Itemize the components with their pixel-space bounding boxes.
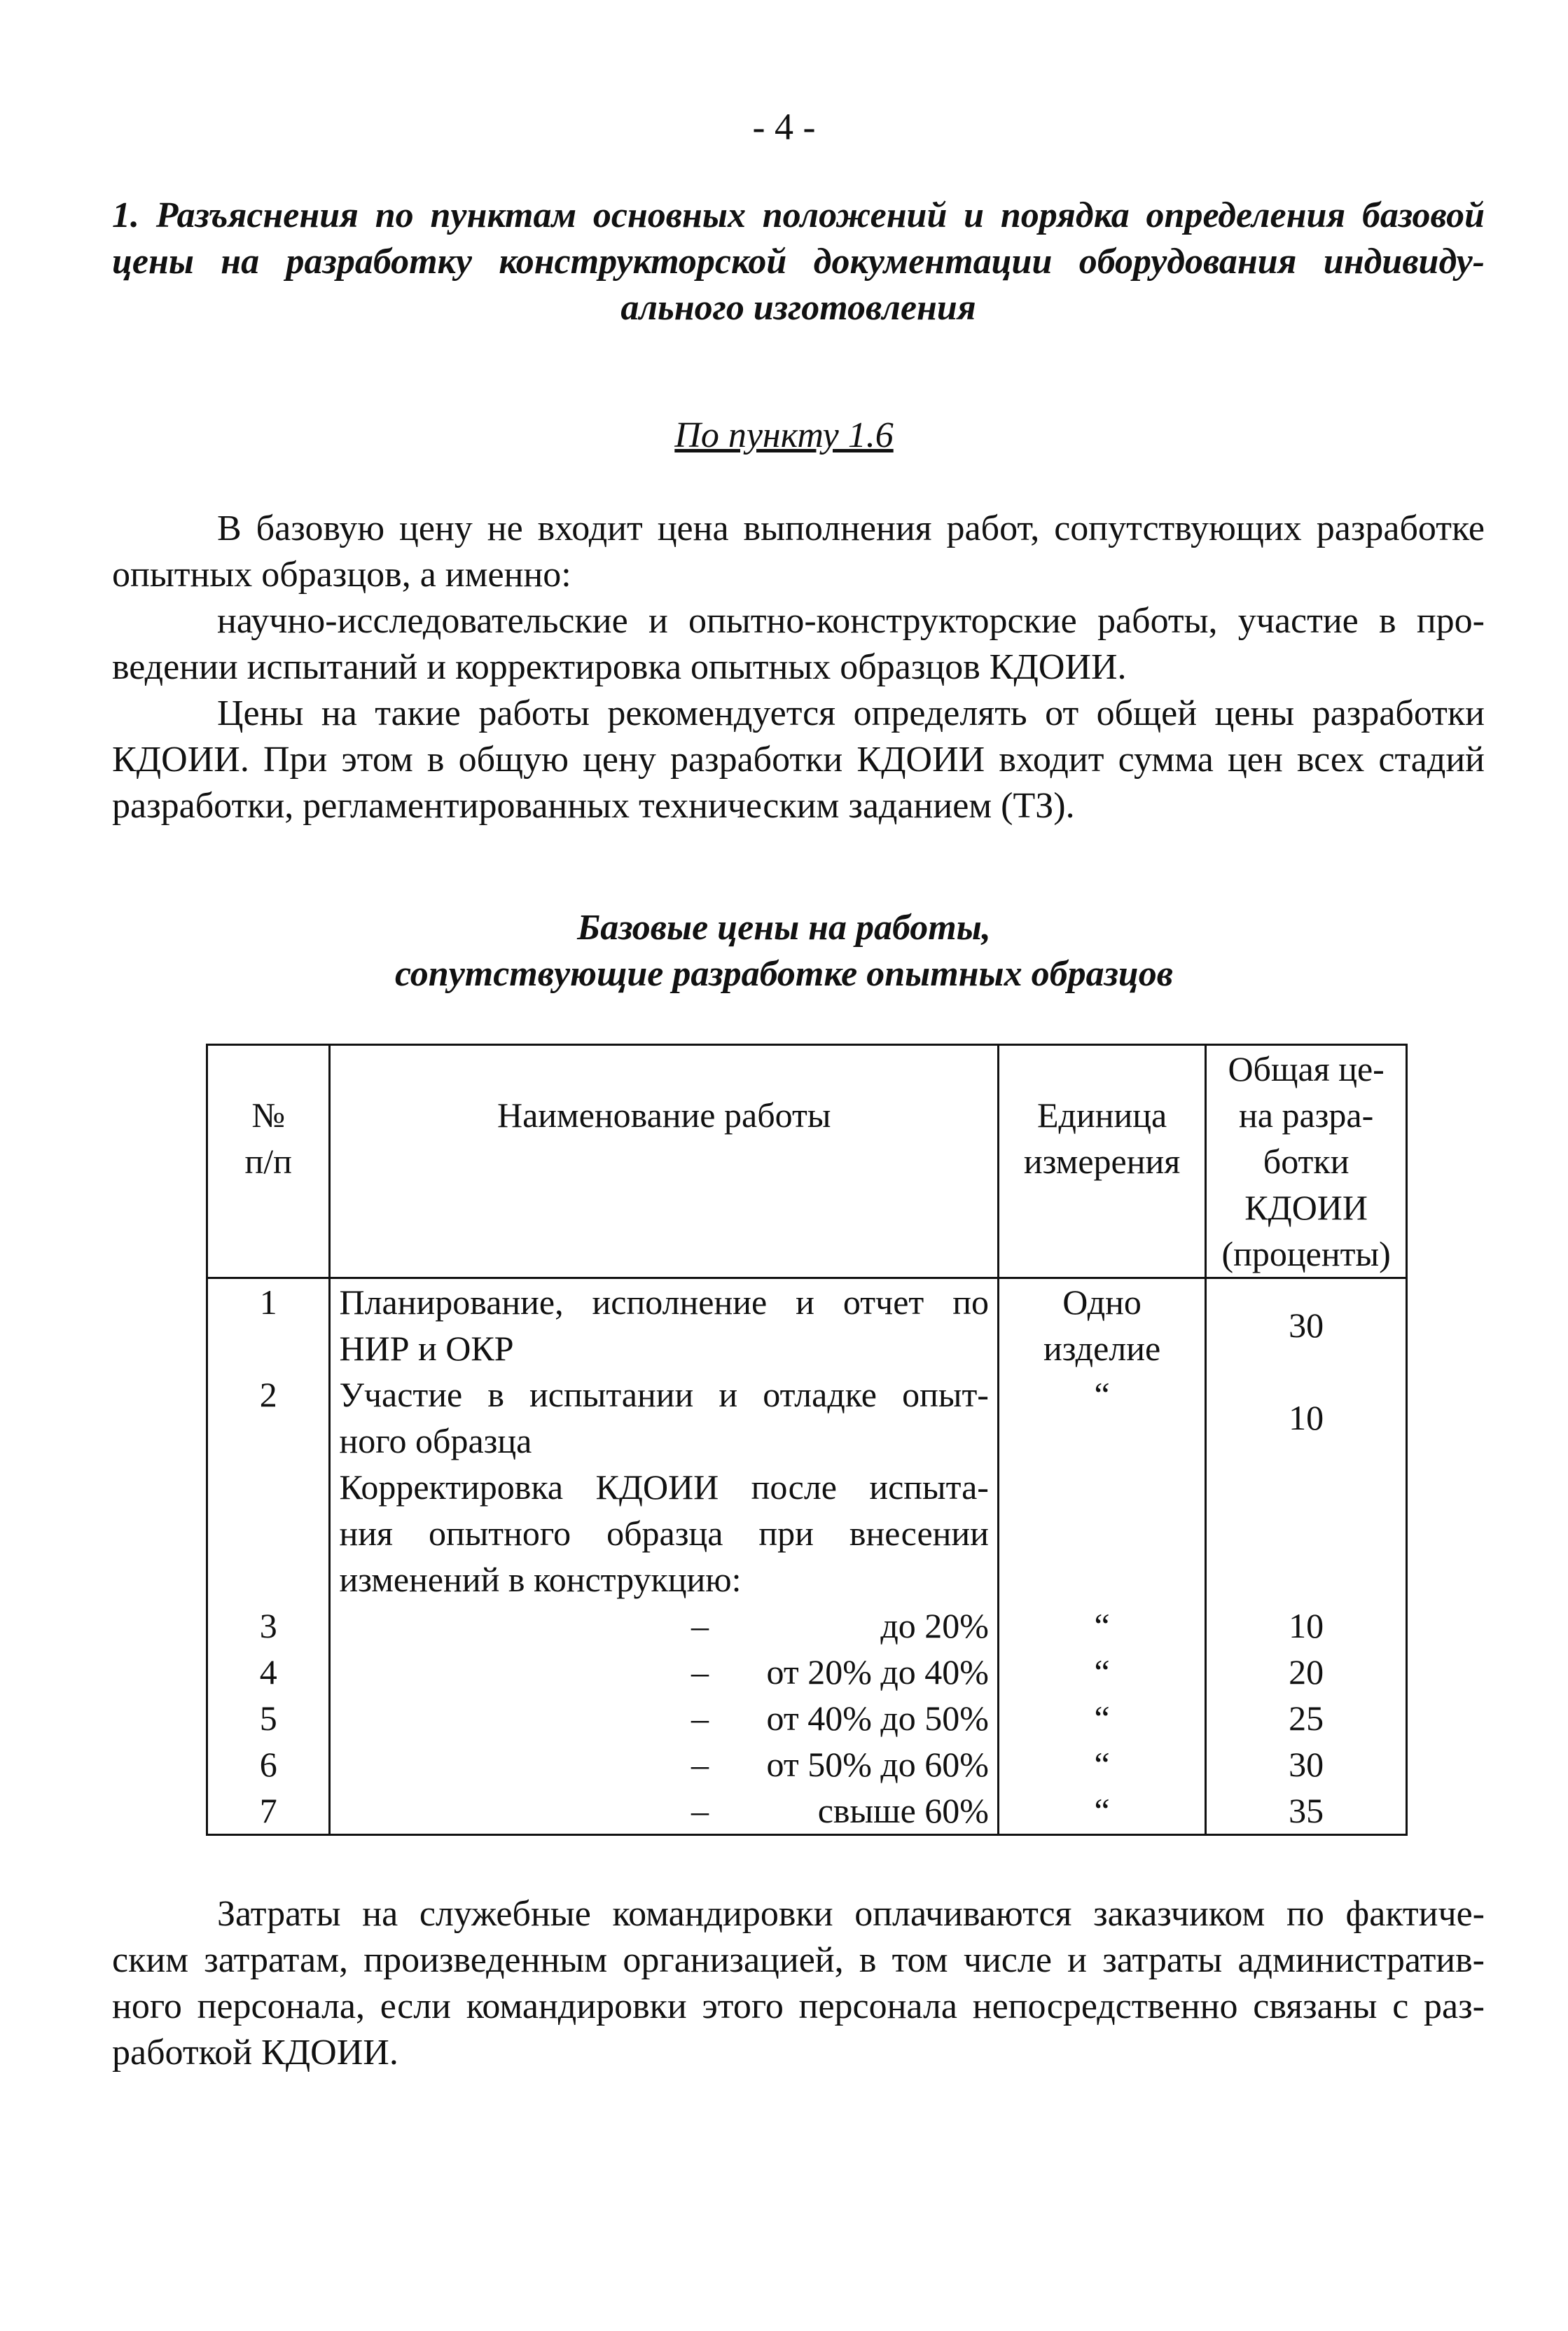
cell-num: 5 (207, 1695, 330, 1741)
header-total-line: Общая це- (1228, 1049, 1385, 1088)
paragraph-line: работкой КДОИИ. (112, 2033, 398, 2073)
subsection-title (0, 415, 1568, 456)
range-text: от 40% до 50% (766, 1699, 989, 1738)
cell-name (330, 1787, 998, 1835)
cell-total: 25 (1206, 1695, 1407, 1741)
cell-num: 4 (207, 1649, 330, 1695)
table-row (207, 1649, 1407, 1695)
cell-total: 35 (1206, 1787, 1407, 1835)
range-text: до 20% (880, 1606, 989, 1645)
cell-total-value: 10 (1289, 1398, 1324, 1437)
cell-name-line: НИР и ОКР (339, 1329, 514, 1368)
cell-num: 3 (207, 1603, 330, 1649)
cell-name-line: Планирование, исполнение и отчет по (339, 1282, 989, 1322)
table-group-row (207, 1464, 1407, 1603)
header-total-line: КДОИИ (1244, 1188, 1368, 1227)
cell-unit (998, 1464, 1205, 1603)
paragraph-line: разработки, регламентированных техническим заданием (ТЗ). (112, 786, 1075, 826)
table-title-line: Базовые цены на работы, (577, 908, 991, 948)
table-row (207, 1371, 1407, 1464)
cell-name (330, 1649, 998, 1695)
section-heading (112, 193, 1485, 331)
cell-total (1206, 1278, 1407, 1372)
cell-num: 2 (207, 1371, 330, 1464)
paragraph-line: Затраты на служебные командировки оплачиваются заказчиком по фактиче- (217, 1894, 1485, 1934)
table-title (0, 905, 1568, 997)
cell-unit: “ (998, 1371, 1205, 1464)
header-total-line: (проценты) (1221, 1234, 1391, 1273)
cell-name-line: изменений в конструкцию: (339, 1560, 742, 1599)
dash: – (691, 1791, 709, 1830)
header-unit (998, 1045, 1205, 1278)
cell-unit: “ (998, 1695, 1205, 1741)
paragraph-line: ведении испытаний и корректировка опытных образцов КДОИИ. (112, 647, 1127, 687)
dash: – (691, 1652, 709, 1692)
cell-name (330, 1278, 998, 1372)
header-name (330, 1045, 998, 1278)
header-name-text: Наименование работы (497, 1095, 831, 1135)
paragraph-line: научно-исследовательские и опытно-конструкторские работы, участие в про- (217, 601, 1485, 641)
cell-unit: “ (998, 1649, 1205, 1695)
header-num-line: п/п (244, 1142, 292, 1181)
dash: – (691, 1606, 709, 1645)
section-heading-line: цены на разработку конструкторской документации оборудования индивиду- (112, 242, 1485, 282)
header-unit-line: Единица (1036, 1095, 1167, 1135)
cell-name (330, 1603, 998, 1649)
paragraph-line: В базовую цену не входит цена выполнения работ, сопутствующих разработке (217, 509, 1485, 548)
paragraph-line: КДОИИ. При этом в общую цену разработки КДОИИ входит сумма цен всех стадий (112, 740, 1485, 780)
cell-unit: “ (998, 1787, 1205, 1835)
cell-name (330, 1371, 998, 1464)
cell-total: 30 (1206, 1741, 1407, 1787)
range-text: от 20% до 40% (766, 1652, 989, 1692)
dash: – (691, 1745, 709, 1784)
header-total-line: ботки (1263, 1142, 1350, 1181)
cell-unit: “ (998, 1603, 1205, 1649)
table-header-row (207, 1045, 1407, 1278)
range-text: свыше 60% (817, 1791, 989, 1830)
header-total-line: на разра- (1239, 1095, 1374, 1135)
paragraph-line: ного персонала, если командировки этого персонала непосредственно связаны с раз- (112, 1986, 1485, 2026)
cell-total-value: 30 (1289, 1306, 1324, 1345)
paragraph-2 (112, 598, 1485, 691)
paragraph-line: опытных образцов, а именно: (112, 555, 571, 595)
table-row (207, 1741, 1407, 1787)
cell-unit (998, 1278, 1205, 1372)
paragraph-line: Цены на такие работы рекомендуется определять от общей цены разработки (217, 693, 1485, 733)
table-row (207, 1603, 1407, 1649)
page-number: - 4 - (752, 106, 816, 148)
cell-name (330, 1464, 998, 1603)
cell-name-line: ного образца (339, 1421, 532, 1460)
cell-name-line: Участие в испытании и отладке опыт- (339, 1375, 989, 1414)
prices-table (206, 1044, 1408, 1836)
header-unit-line: измерения (1023, 1142, 1181, 1181)
header-num-line: № (251, 1095, 286, 1135)
cell-num (207, 1464, 330, 1603)
cell-num: 6 (207, 1741, 330, 1787)
dash: – (691, 1699, 709, 1738)
cell-unit-line: изделие (1043, 1329, 1161, 1368)
section-heading-line: 1. Разъяснения по пунктам основных положений и порядка определения базовой (112, 195, 1485, 235)
closing-paragraph (112, 1891, 1485, 2076)
cell-unit: “ (998, 1741, 1205, 1787)
cell-total (1206, 1464, 1407, 1603)
cell-total: 20 (1206, 1649, 1407, 1695)
range-text: от 50% до 60% (766, 1745, 989, 1784)
cell-name (330, 1695, 998, 1741)
cell-unit-line: Одно (1062, 1282, 1142, 1322)
paragraph-1 (112, 506, 1485, 598)
table-row (207, 1278, 1407, 1372)
table-row (207, 1695, 1407, 1741)
paragraph-line: ским затратам, произведенным организацией, в том числе и затраты административ- (112, 1940, 1485, 1980)
header-num (207, 1045, 330, 1278)
cell-total (1206, 1371, 1407, 1464)
cell-num: 7 (207, 1787, 330, 1835)
cell-total: 10 (1206, 1603, 1407, 1649)
section-heading-line: ального изготовления (620, 288, 976, 328)
cell-name (330, 1741, 998, 1787)
paragraph-3 (112, 691, 1485, 829)
table-title-line: сопутствующие разработке опытных образцов (394, 954, 1174, 994)
header-total (1206, 1045, 1407, 1278)
cell-name-line: ния опытного образца при внесении (339, 1514, 989, 1553)
cell-num: 1 (207, 1278, 330, 1372)
table-row (207, 1787, 1407, 1835)
subsection-title-text: По пункту 1.6 (674, 415, 894, 455)
cell-name-line: Корректировка КДОИИ после испыта- (339, 1467, 989, 1507)
